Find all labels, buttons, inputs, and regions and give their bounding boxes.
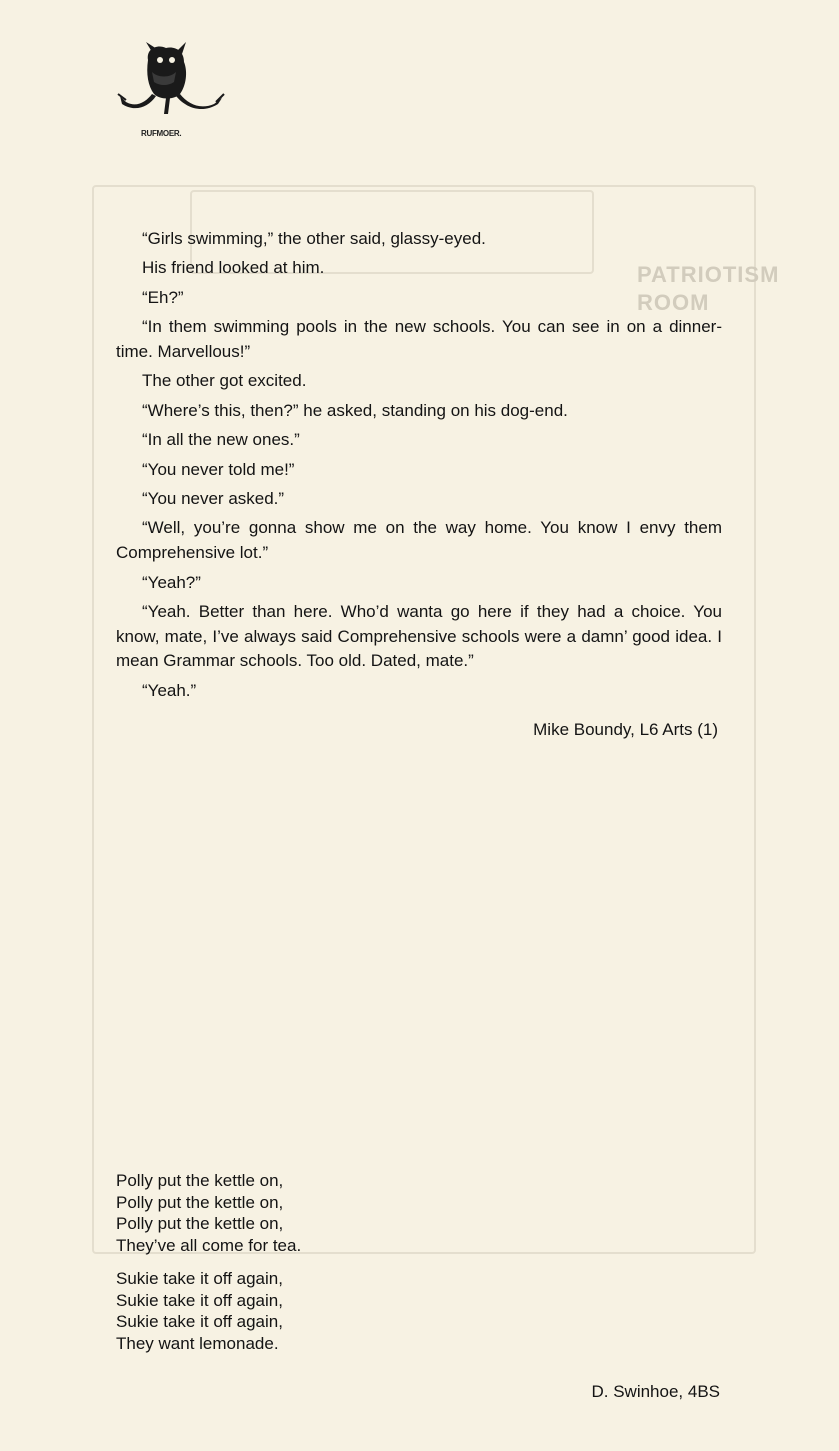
poem-stanza (116, 1268, 301, 1354)
bleed-through-text: ROOM (637, 290, 710, 315)
story-text (116, 227, 722, 704)
poem (116, 1170, 301, 1366)
story-paragraph: “Yeah. Better than here. Who’d wanta go here if they had a choice. You know, mate, I’ve always said Comprehensive schools were a damn’ good idea. I mean Grammar schools. Too old. Dated, mate.” (116, 601, 722, 671)
poem-author: D. Swinhoe, 4BS (591, 1382, 720, 1401)
story-author: Mike Boundy, L6 Arts (1) (533, 720, 718, 739)
poem-line: Sukie take it off again, (116, 1312, 283, 1331)
story-paragraph: “Girls swimming,” the other said, glassy-eyed. (142, 229, 486, 248)
story-paragraph: “Well, you’re gonna show me on the way home. You know I envy them Comprehensive lot.” (116, 518, 722, 563)
poem-line: Polly put the kettle on, (116, 1192, 284, 1212)
creature-drawing-icon (112, 38, 228, 138)
story-paragraph: “Yeah?” (142, 572, 201, 592)
bleed-through-text: PATRIOTISM (637, 262, 780, 287)
poem-stanza (116, 1170, 301, 1256)
story-paragraph: The other got excited. (142, 371, 307, 391)
story-paragraph: “Eh?” (142, 287, 184, 307)
poem-line: Polly put the kettle on, (116, 1214, 284, 1233)
story-paragraph: His friend looked at him. (142, 258, 325, 278)
poem-line: They want lemonade. (116, 1333, 279, 1353)
story-paragraph: “In them swimming pools in the new schools. You can see in on a dinner-time. Marvellous!” (116, 317, 722, 361)
poem-line: Sukie take it off again, (116, 1269, 283, 1288)
story-paragraph: “You never asked.” (142, 488, 285, 508)
story-paragraph: “In all the new ones.” (142, 430, 300, 450)
story-paragraph: “Yeah.” (142, 680, 197, 700)
story-paragraph: “Where’s this, then?” he asked, standing on his dog-end. (142, 400, 568, 420)
poem-line: They’ve all come for tea. (116, 1235, 302, 1255)
story-paragraph: “You never told me!” (142, 459, 295, 479)
logo-signature: RUFMOER. (141, 129, 182, 138)
poem-line: Polly put the kettle on, (116, 1171, 284, 1190)
poem-line: Sukie take it off again, (116, 1290, 283, 1310)
